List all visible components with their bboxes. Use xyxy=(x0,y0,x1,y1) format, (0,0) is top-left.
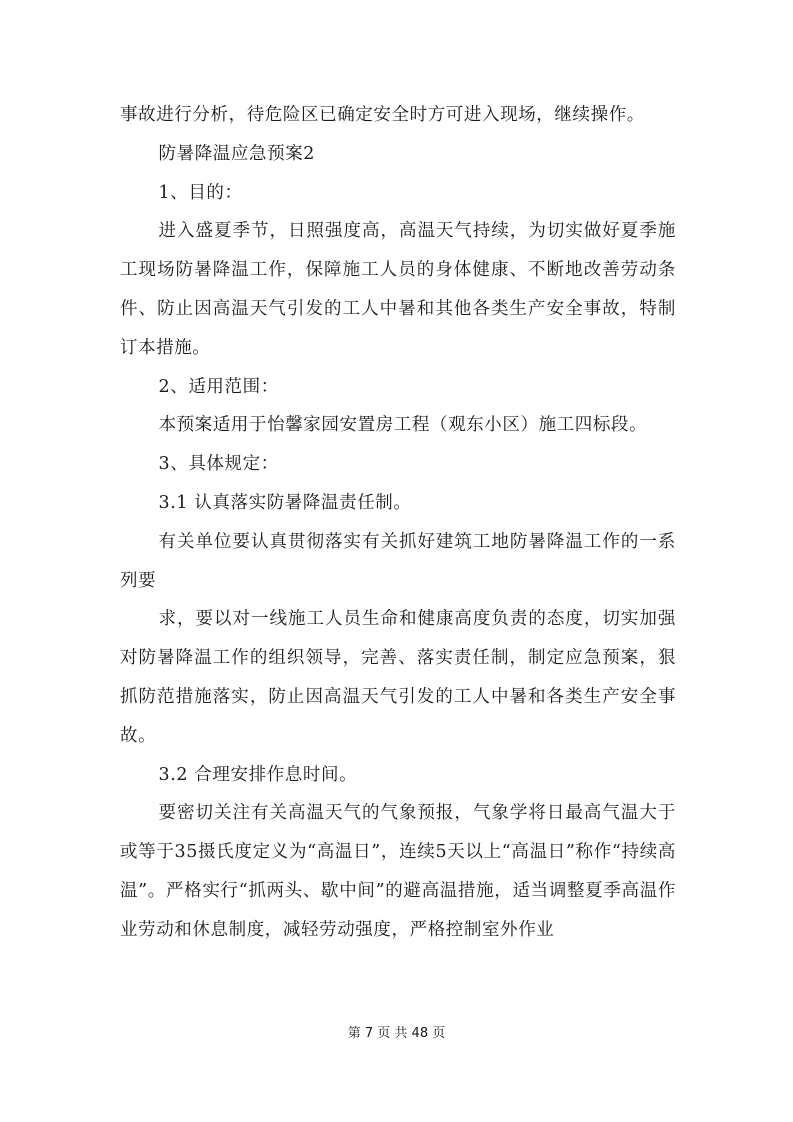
paragraph-3-1-a: 有关单位要认真贯彻落实有关抓好建筑工地防暑降温工作的一系列要 xyxy=(120,531,676,591)
page-number-footer: 第 7 页 共 48 页 xyxy=(347,1026,446,1041)
subheading-3-2: 3.2 合理安排作息时间。 xyxy=(158,764,358,785)
section-title: 防暑降温应急预案2 xyxy=(158,143,316,164)
heading-scope: 2、适用范围： xyxy=(158,376,279,397)
paragraph-purpose: 进入盛夏季节，日照强度高，高温天气持续，为切实做好夏季施工现场防暑降温工作，保障施工人员的身体健康、不断地改善劳动条件、防止因高温天气引发的工人中暑和其他各类生产安全事故，特制订本措施。 xyxy=(120,221,676,358)
heading-rules: 3、具体规定： xyxy=(158,454,279,475)
document-body xyxy=(120,96,676,950)
heading-purpose: 1、目的： xyxy=(158,182,243,203)
paragraph-3-1-b: 求，要以对一线施工人员生命和健康高度负责的态度，切实加强对防暑降温工作的组织领导，完善、落实责任制，制定应急预案，狠抓防范措施落实，防止因高温天气引发的工人中暑和各类生产安全事故。 xyxy=(120,609,676,746)
paragraph-scope: 本预案适用于怡馨家园安置房工程（观东小区）施工四标段。 xyxy=(158,415,648,436)
subheading-3-1: 3.1 认真落实防暑降温责任制。 xyxy=(158,492,412,513)
paragraph-continuation: 事故进行分析，待危险区已确定安全时方可进入现场，继续操作。 xyxy=(120,105,645,125)
paragraph-3-2: 要密切关注有关高温天气的气象预报，气象学将日最高气温大于或等于35摄氏度定义为“高温日”，连续5天以上“高温日”称作“持续高温”。严格实行“抓两头、歇中间”的避高温措施，适当调整夏季高温作业劳动和休息制度，减轻劳动强度，严格控制室外作业 xyxy=(120,803,676,940)
